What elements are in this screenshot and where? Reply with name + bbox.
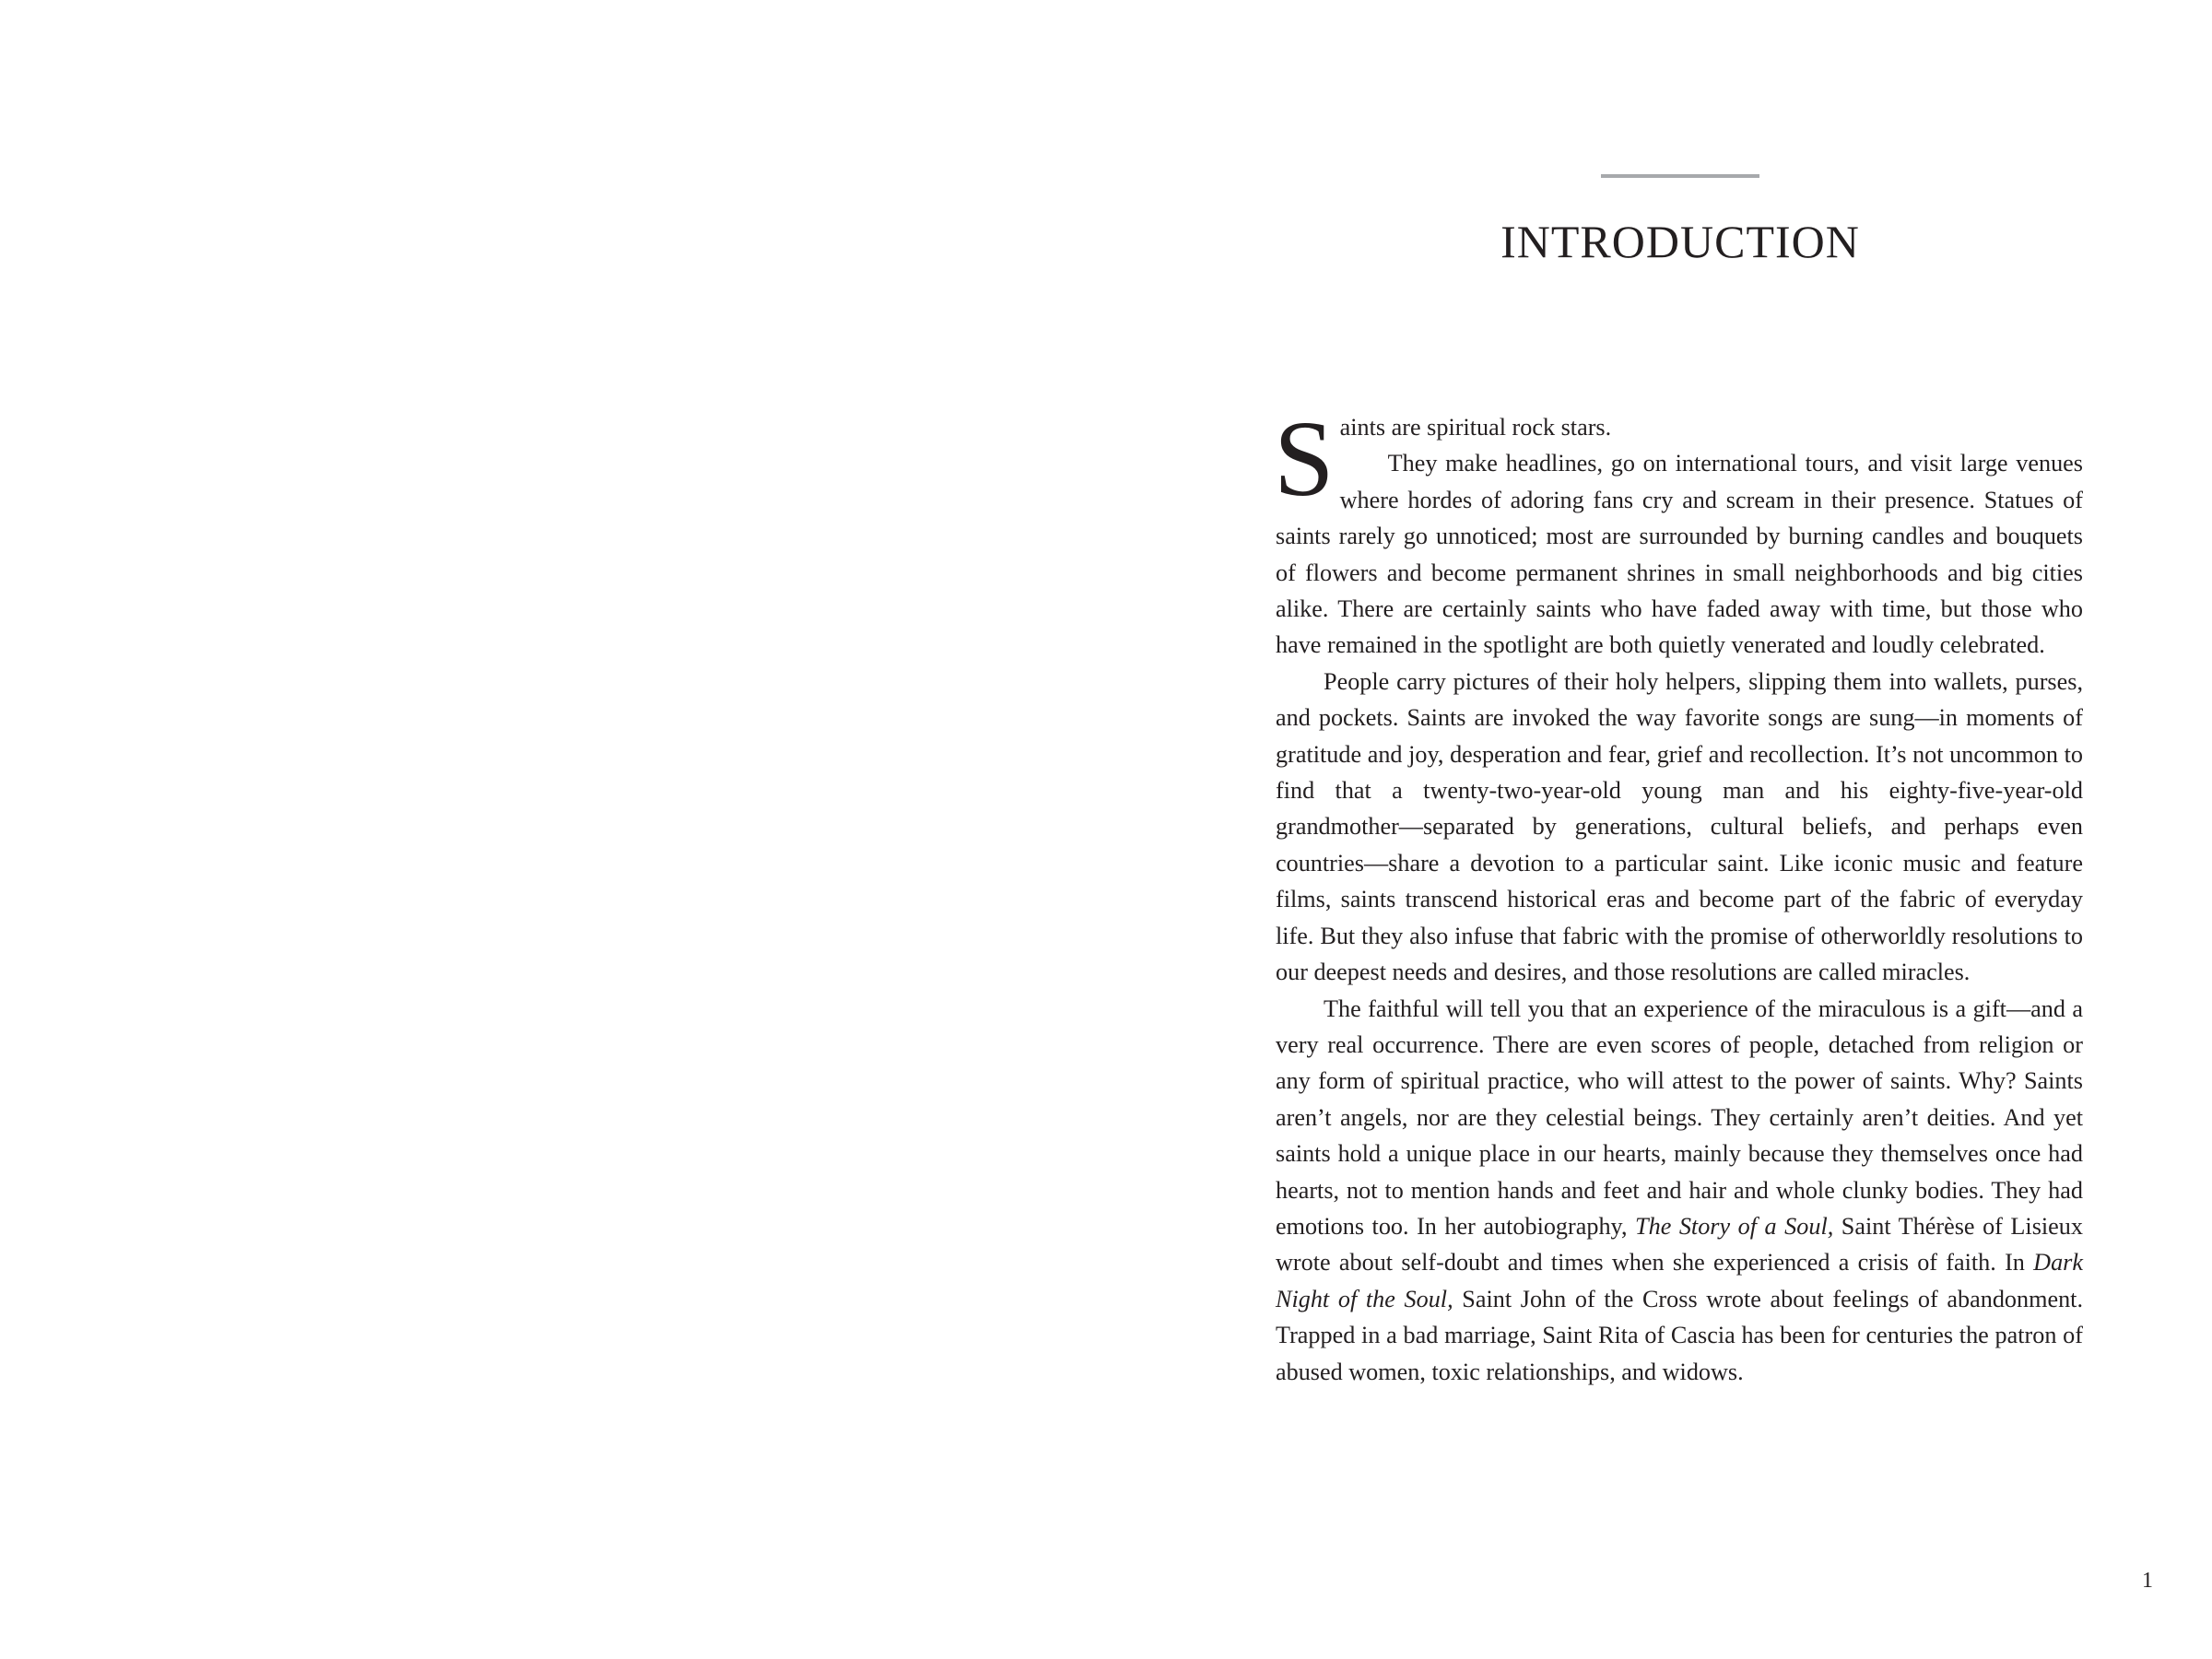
paragraph-4-text-a: The faithful will tell you that an experience of the miraculous is a gift—and a very real occurrence. There are even scores of people, detached from religion or any form of spiritual practice, who will attest to the power of saints. Why? Saints aren’t angels, nor are they celestial beings. They certainly aren’t deities. And yet saints hold a unique place in our hearts, mainly because they themselves once had hearts, not to mention hands and feet and hair and whole clunky bodies. They had emotions too. In her autobiography, (1276, 994, 2083, 1240)
chapter-rule (1601, 174, 1759, 178)
paragraph-4-text-c: Saint John of the Cross wrote about feelings of abandonment. Trapped in a bad marriage, Saint Rita of Cascia has been for centuries the patron of abused women, toxic relationships, and widows. (1276, 1285, 2084, 1385)
paragraph-4-text-b: Saint Thérèse of Lisieux wrote about self-doubt and times when she experienced a crisis of faith. In (1276, 1212, 2083, 1277)
drop-cap: S (1274, 398, 1335, 519)
paragraph-1 (1274, 398, 2083, 519)
paragraph-1-text: aints are spiritual rock stars. (1339, 414, 1612, 441)
book-title-dark-night: Dark Night of the Soul, (1276, 1249, 2083, 1312)
body-text (1274, 398, 2084, 1390)
book-title-story-of-a-soul: The Story of a Soul, (1635, 1212, 1834, 1240)
chapter-title: INTRODUCTION (1500, 216, 1860, 267)
paragraph-2-text: They make headlines, go on international tours, and visit large venues where hordes of adoring fans cry and scream in their presence. Statues of saints rarely go unnoticed; most are surrounded by burning candles and bouquets of flowers and become permanent shrines in small neighborhoods and big cities alike. There are certainly saints who have faded away with time, but those who have remained in the spotlight are both quietly venerated and loudly celebrated. (1276, 450, 2083, 659)
page-number: 1 (2142, 1569, 2153, 1593)
paragraph-2 (1276, 445, 2083, 663)
paragraph-3-text: People carry pictures of their holy helpers, slipping them into wallets, purses, and pockets. Saints are invoked the way favorite songs are sung—in moments of gratitude and joy, desperation and fear, grief and recollection. It’s not uncommon to find that a twenty-two-year-old young man and his eighty-five-year-old grandmother—separated by generations, cultural beliefs, and perhaps even countries—share a devotion to a particular saint. Like iconic music and feature films, saints transcend historical eras and become part of the fabric of everyday life. But they also infuse that fabric with the promise of otherworldly resolutions to our deepest needs and desires, and those resolutions are called miracles. (1276, 667, 2083, 986)
paragraph-3 (1276, 664, 2083, 991)
paragraph-4 (1276, 991, 2083, 1390)
